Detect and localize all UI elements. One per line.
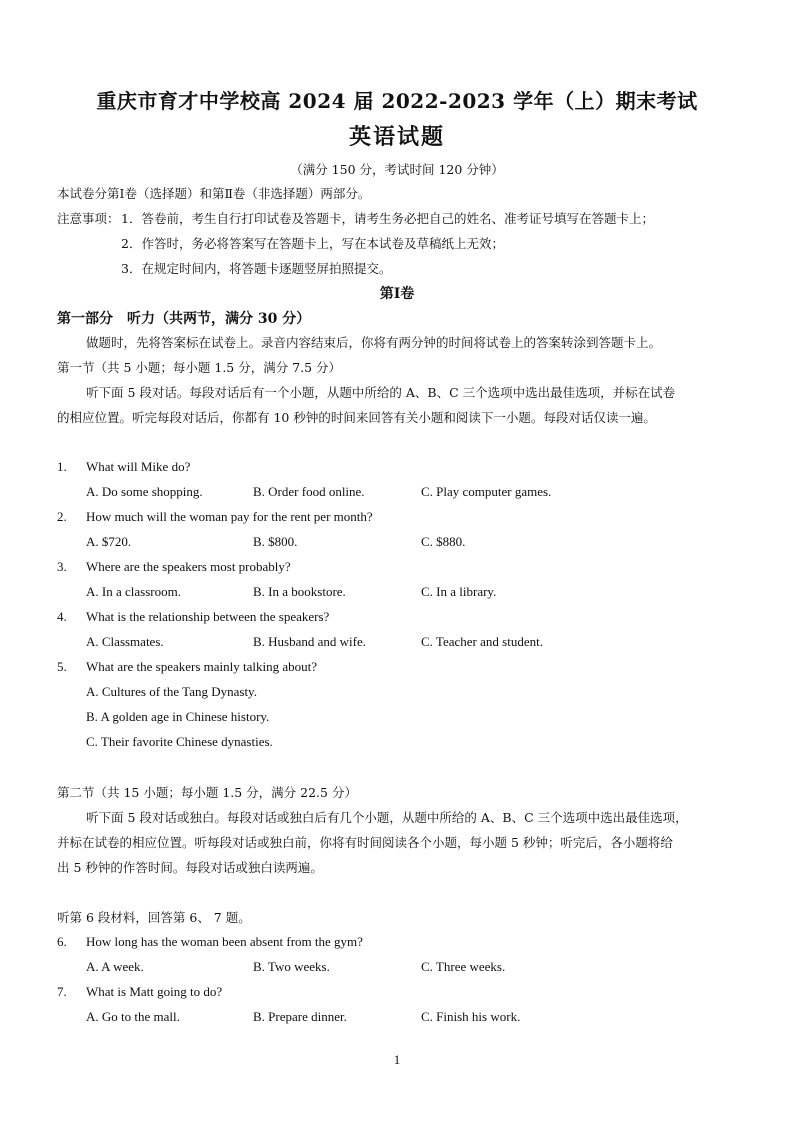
option-c: C. Teacher and student. [421,634,543,649]
question-text: What are the speakers mainly talking about? [86,659,318,674]
option-c: C. Three weeks. [421,959,506,974]
material-label: 听第 6 段材料，回答第 6、 7 题。 [57,910,251,925]
option-a: A. A week. [86,959,144,974]
option-c: C. Play computer games. [421,484,552,499]
exam-subtitle: 英语试题 [348,124,445,150]
option-c: C. $880. [421,534,466,549]
option-b: B. In a bookstore. [253,584,346,599]
option-a: A. Do some shopping. [86,484,203,499]
section1-instruction: 听下面 5 段对话。每段对话后有一个小题，从题中所给的 A、B、C 三个选项中选出最佳选项，并标在试卷 [86,385,676,400]
question-number: 7. [57,984,67,999]
question-text: What is Matt going to do? [86,984,223,999]
page-number: 1 [393,1052,401,1067]
question-text: How long has the woman been absent from the gym? [86,934,363,949]
question-text: Where are the speakers most probably? [86,559,291,574]
option-c: C. Their favorite Chinese dynasties. [86,734,273,749]
question-number: 1. [57,459,67,474]
option-b: B. Two weeks. [253,959,330,974]
exam-title: 重庆市育才中学校高 2024 届 2022-2023 学年（上）期末考试 [96,89,698,113]
note-item: 3．在规定时间内，将答题卡逐题竖屏拍照提交。 [121,261,392,276]
note-item: 1．答卷前，考生自行打印试卷及答题卡，请考生务必把自己的姓名、准考证号填写在答题卡上； [121,211,654,226]
question-text: What is the relationship between the speakers? [86,609,330,624]
section2-instruction: 并标在试卷的相应位置。听每段对话或独白前，你将有时间阅读各个小题，每小题 5 秒钟；听完后，各小题将给 [57,835,673,850]
option-a: A. Classmates. [86,634,164,649]
question-number: 3. [57,559,67,574]
option-b: B. A golden age in Chinese history. [86,709,270,724]
section2-instruction: 听下面 5 段对话或独白。每段对话或独白后有几个小题，从题中所给的 A、B、C 三个选项中选出最佳选项， [86,810,688,825]
question-number: 5. [57,659,67,674]
section2-title: 第二节（共 15 小题；每小题 1.5 分，满分 22.5 分） [57,785,357,800]
part1-title: 第一部分 听力（共两节，满分 30 分） [57,311,311,327]
option-a: A. Go to the mall. [86,1009,180,1024]
volume-title: 第Ⅰ卷 [379,286,415,302]
option-a: A. Cultures of the Tang Dynasty. [86,684,257,699]
note-item: 2．作答时，务必将答案写在答题卡上，写在本试卷及草稿纸上无效； [121,236,504,251]
question-text: How much will the woman pay for the rent per month? [86,509,373,524]
option-b: B. $800. [253,534,298,549]
section1-title: 第一节（共 5 小题；每小题 1.5 分，满分 7.5 分） [57,360,342,375]
question-number: 6. [57,934,67,949]
section1-instruction: 的相应位置。听完每段对话后，你都有 10 秒钟的时间来回答有关小题和阅读下一小题。每段对话仅读一遍。 [57,410,656,425]
question-number: 2. [57,509,67,524]
option-b: B. Order food online. [253,484,365,499]
question-number: 4. [57,609,67,624]
section2-instruction: 出 5 秒钟的作答时间。每段对话或独白读两遍。 [57,860,323,875]
option-a: A. $720. [86,534,132,549]
option-a: A. In a classroom. [86,584,181,599]
option-c: C. Finish his work. [421,1009,521,1024]
part1-instruction: 做题时，先将答案标在试卷上。录音内容结束后，你将有两分钟的时间将试卷上的答案转涂到答题卡上。 [86,335,662,350]
option-b: B. Prepare dinner. [253,1009,347,1024]
exam-meta: （满分 150 分，考试时间 120 分钟） [290,162,504,177]
option-b: B. Husband and wife. [253,634,367,649]
question-text: What will Mike do? [86,459,191,474]
option-c: C. In a library. [421,584,497,599]
paper-structure: 本试卷分第Ⅰ卷（选择题）和第Ⅱ卷（非选择题）两部分。 [57,186,371,201]
notes-label: 注意事项： [57,211,120,226]
